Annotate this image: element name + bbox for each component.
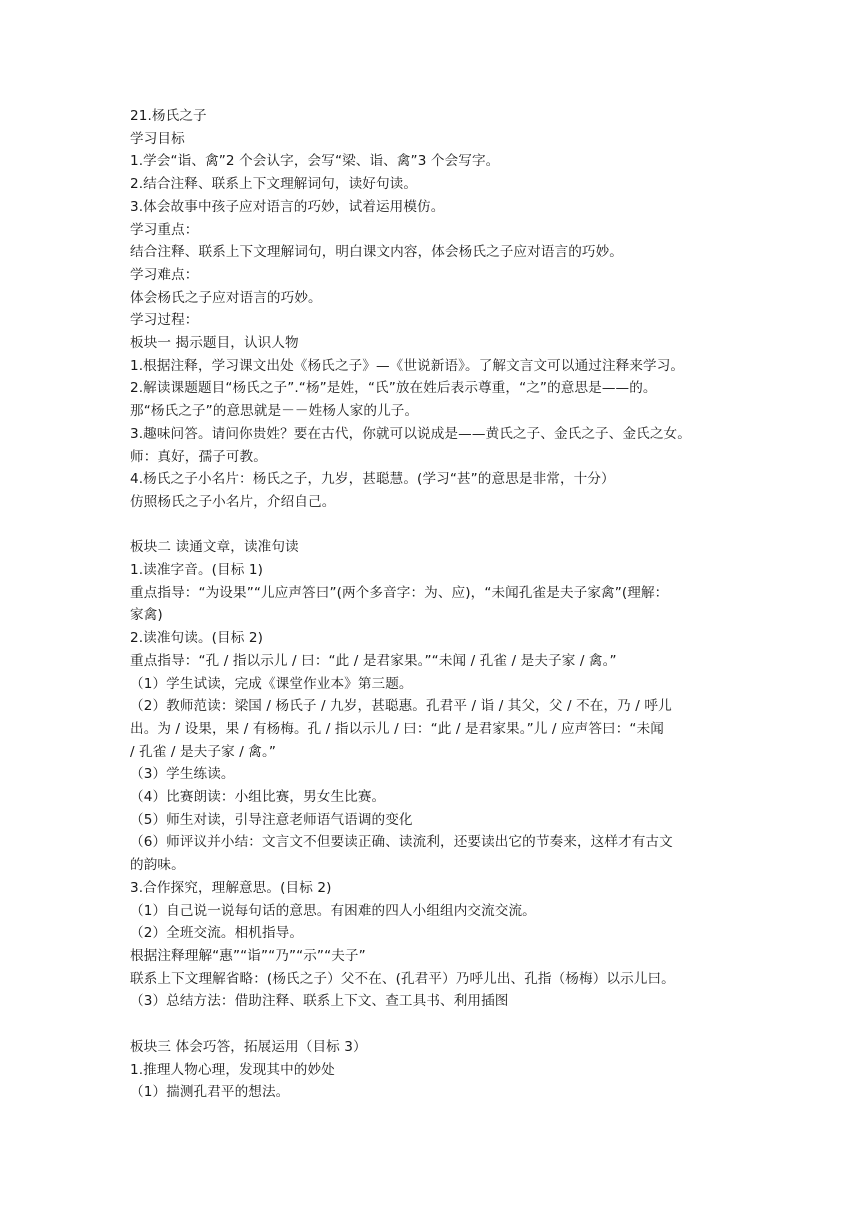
section3-heading: 板块三 体会巧答，拓展运用（目标 3） <box>130 1038 367 1055</box>
section2-line: （1）自己说一说每句话的意思。有困难的四人小组组内交流交流。 <box>130 902 536 919</box>
section2-line: 1.读准字音。(目标 1) <box>130 562 264 579</box>
section2-line: （2）教师范读：梁国 / 杨氏子 / 九岁，甚聪惠。孔君平 / 诣 / 其父，父 / 不在，乃 / 呼儿 <box>130 698 672 715</box>
section2-line: （3）学生练读。 <box>130 766 235 783</box>
difficulty-heading: 学习难点： <box>130 266 199 283</box>
section1-heading: 板块一 揭示题目，认识人物 <box>130 335 299 352</box>
section2-line: 3.合作探究，理解意思。(目标 2) <box>130 879 332 896</box>
section2-line: （5）师生对读，引导注意老师语气语调的变化 <box>130 811 413 828</box>
objectives-heading: 学习目标 <box>130 130 185 147</box>
section2-line: （6）师评议并小结：文言文不但要读正确、读流利，还要读出它的节奏来，这样才有古文 <box>130 834 673 851</box>
section2-line: 出。为 / 设果，果 / 有杨梅。孔 / 指以示儿 / 曰：“此 / 是君家果。”儿 / 应声答曰：“未闻 <box>130 720 664 737</box>
section3-line: （1）揣测孔君平的想法。 <box>130 1084 290 1101</box>
objective-item: 1.学会“诣、禽”2 个会认字，会写“梁、诣、禽”3 个会写字。 <box>130 153 500 170</box>
section2-line: （3）总结方法：借助注释、联系上下文、查工具书、利用插图 <box>130 993 509 1010</box>
section1-line: 师：真好，孺子可教。 <box>130 448 267 465</box>
section1-line: 那“杨氏之子”的意思就是－－姓杨人家的儿子。 <box>130 403 419 420</box>
section2-line: 重点指导：“为设果”“儿应声答曰”(两个多音字：为、应)，“未闻孔雀是夫子家禽”(理解： <box>130 584 669 601</box>
section2-line: 2.读准句读。(目标 2) <box>130 630 264 647</box>
section1-line: 3.趣味问答。请问你贵姓？要在古代，你就可以说成是——黄氏之子、金氏之子、金氏之女。 <box>130 425 691 442</box>
section2-line: （1）学生试读，完成《课堂作业本》第三题。 <box>130 675 413 692</box>
section2-line: 根据注释理解“惠”“诣”“乃”“示”“夫子” <box>130 948 366 964</box>
section2-line: / 孔雀 / 是夫子家 / 禽。” <box>130 743 277 760</box>
section2-heading: 板块二 读通文章，读准句读 <box>130 539 299 556</box>
objective-item: 2.结合注释、联系上下文理解词句，读好句读。 <box>130 176 418 193</box>
key-points-heading: 学习重点： <box>130 221 199 238</box>
document-title: 21.杨氏之子 <box>130 108 207 124</box>
section2-line: 联系上下文理解省略：(杨氏之子）父不在、(孔君平）乃呼儿出、孔指（杨梅）以示儿曰。 <box>130 970 675 987</box>
key-points-text: 结合注释、联系上下文理解词句，明白课文内容，体会杨氏之子应对语言的巧妙。 <box>130 244 623 261</box>
section1-line: 4.杨氏之子小名片：杨氏之子，九岁，甚聪慧。(学习“甚”的意思是非常，十分） <box>130 471 615 488</box>
section2-line: （4）比赛朗读：小组比赛，男女生比赛。 <box>130 789 386 806</box>
section2-line: 的韵味。 <box>130 857 185 874</box>
section1-line: 仿照杨氏之子小名片，介绍自己。 <box>130 493 336 510</box>
section2-line: （2）全班交流。相机指导。 <box>130 925 304 942</box>
process-heading: 学习过程： <box>130 312 199 329</box>
paragraph-spacer <box>130 1013 740 1036</box>
section1-line: 1.根据注释，学习课文出处《杨氏之子》—《世说新语》。了解文言文可以通过注释来学习。 <box>130 357 685 374</box>
section1-line: 2.解读课题题目“杨氏之子”.“杨”是姓，“氏”放在姓后表示尊重，“之”的意思是——的。 <box>130 380 657 397</box>
difficulty-text: 体会杨氏之子应对语言的巧妙。 <box>130 289 322 306</box>
section3-line: 1.推理人物心理，发现其中的妙处 <box>130 1061 335 1078</box>
objective-item: 3.体会故事中孩子应对语言的巧妙，试着运用模仿。 <box>130 198 445 215</box>
paragraph-spacer <box>130 514 740 537</box>
section2-line: 家禽) <box>130 607 163 624</box>
section2-line: 重点指导：“孔 / 指以示儿 / 曰：“此 / 是君家果。”“未闻 / 孔雀 / 是夫子家 / 禽。” <box>130 652 617 669</box>
